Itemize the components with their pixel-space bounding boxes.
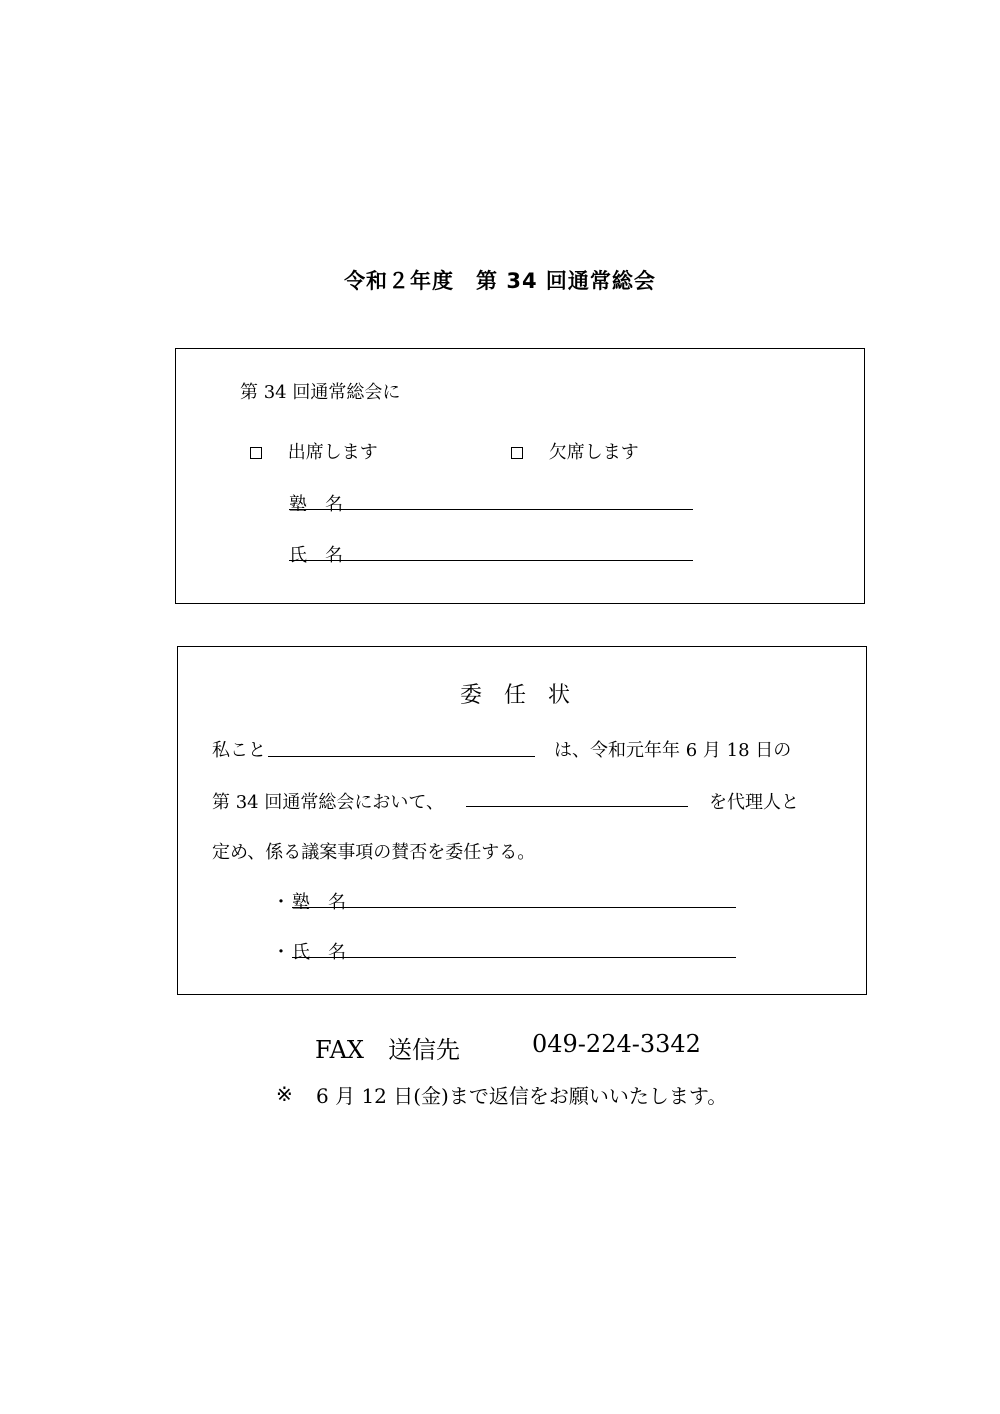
proxy-name-bullet: ・ <box>272 942 290 963</box>
absent-label: 欠席します <box>548 442 639 463</box>
fax-number: 049-224-3342 <box>532 1030 701 1058</box>
attendance-school-label: 塾 名 <box>289 494 343 515</box>
attend-label: 出席します <box>287 442 378 463</box>
fax-label: FAX 送信先 <box>315 1036 460 1064</box>
proxy-school-field[interactable] <box>292 907 736 908</box>
attend-option[interactable] <box>250 438 378 464</box>
proxy-school-label: 塾 名 <box>292 892 346 913</box>
reply-deadline-note: 6 月 12 日(金)まで返信をお願いいたします。 <box>316 1084 728 1108</box>
proxy-line2-suffix: を代理人と <box>709 792 799 813</box>
absent-checkbox[interactable] <box>511 447 523 459</box>
proxy-line3: 定め、係る議案事項の賛否を委任する。 <box>212 842 536 863</box>
proxy-line1-prefix: 私こと <box>212 740 266 761</box>
proxy-line2-prefix: 第 34 回通常総会において、 <box>212 792 444 813</box>
attendance-name-field[interactable] <box>289 560 693 561</box>
attendance-name-label: 氏 名 <box>289 545 343 566</box>
attendance-intro: 第 34 回通常総会に <box>240 382 401 403</box>
proxy-agent-field[interactable] <box>466 806 688 807</box>
attend-checkbox[interactable] <box>250 447 262 459</box>
attendance-school-field[interactable] <box>289 509 693 510</box>
proxy-self-name-field[interactable] <box>268 756 535 757</box>
note-mark: ※ <box>276 1082 293 1106</box>
proxy-heading: 委任状 <box>460 683 593 708</box>
page-title: 令和２年度 第 34 回通常総会 <box>344 269 656 293</box>
absent-option[interactable] <box>511 438 639 464</box>
proxy-name-label: 氏 名 <box>292 942 346 963</box>
proxy-line1-suffix: は、令和元年年 6 月 18 日の <box>554 740 792 761</box>
proxy-school-bullet: ・ <box>272 892 290 913</box>
proxy-name-field[interactable] <box>292 957 736 958</box>
